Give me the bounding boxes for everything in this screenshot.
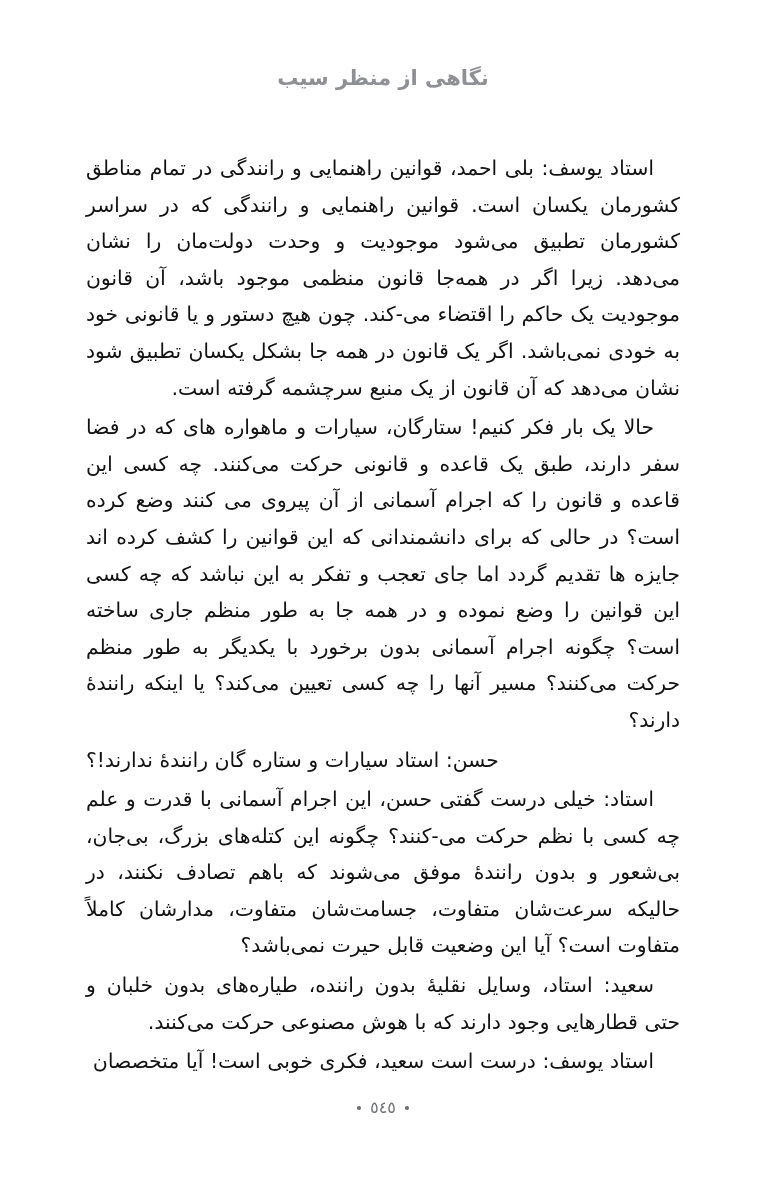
paragraph-2: حالا یک بار فکر کنیم! ستارگان، سیارات و ماهواره های که در فضا سفر دارند، طبق یک قاعده و قانونی حرکت می‌کنند. چه کسی این قاعده و قانون را که اجرام آسمانی از آن پیروی می کنند وضع کرده است؟ در حالی که برای دانشمندانی که این قوانین را کشف کرده اند جایزه ها تقدیم گردد اما جای تعجب و تفکر به این نباشد که چه کسی این قوانین را وضع نموده و در همه جا به طور منظم جاری ساخته است؟ چگونه اجرام آسمانی بدون برخورد با یکدیگر به طور منظم حرکت می‌کنند؟ مسیر آنها را چه کسی تعیین می‌کند؟ یا اینکه رانندۀ دارند؟ — [86, 415, 680, 732]
paragraph-6: استاد یوسف: درست است سعید، فکری خوبی است! آیا متخصصان — [92, 1049, 654, 1074]
paragraph-5: سعید: استاد، وسایل نقلیۀ بدون راننده، طیاره‌های بدون خلبان و حتی قطارهایی وجود دارند که با هوش مصنوعی حرکت می‌کنند. — [86, 973, 680, 1034]
body-text-column — [86, 150, 680, 1080]
folio-dot-right-icon — [405, 1106, 409, 1110]
paragraph-4: استاد: خیلی درست گفتی حسن، این اجرام آسمانی با قدرت و علم چه کسی با نظم حرکت می‌-کنند؟ چگونه این کتله‌های بزرگ، بی‌جان، بی‌شعور و بدون رانندۀ موفق می‌شوند که باهم تصادف نکنند، در حالیکه سرعت‌شان متفاوت، جسامت‌شان متفاوت، مدارشان کاملاً متفاوت است؟ آیا این وضعیت قابل حیرت نمی‌باشد؟ — [86, 787, 680, 958]
running-head-title: نگاهی از منظر سیب — [277, 66, 489, 90]
paragraph-1: استاد یوسف: بلی احمد، قوانین راهنمایی و رانندگی در تمام مناطق کشورمان یکسان است. قوانین راهنمایی و رانندگی که در سراسر کشورمان تطبیق می‌شود موجودیت و وحدت دولت‌مان را نشان می‌دهد. زیرا اگر در همه‌جا قانون منظمی موجود باشد، آن قانون موجودیت یک حاکم را اقتضاء می‌-کند. چون هیچ دستور و یا قانونی خود به خودی نمی‌باشد. اگر یک قانون در همه جا بشکل یکسان تطبیق شود نشان می‌دهد که آن قانون از یک منبع سرچشمه گرفته است. — [86, 156, 680, 400]
page-footer-folio — [0, 1100, 766, 1116]
paragraph-3: حسن: استاد سیارات و ستاره گان رانندۀ ندارند!؟ — [86, 747, 499, 772]
folio-dot-left-icon — [357, 1106, 361, 1110]
page-number: ٥٤٥ — [370, 1098, 396, 1117]
